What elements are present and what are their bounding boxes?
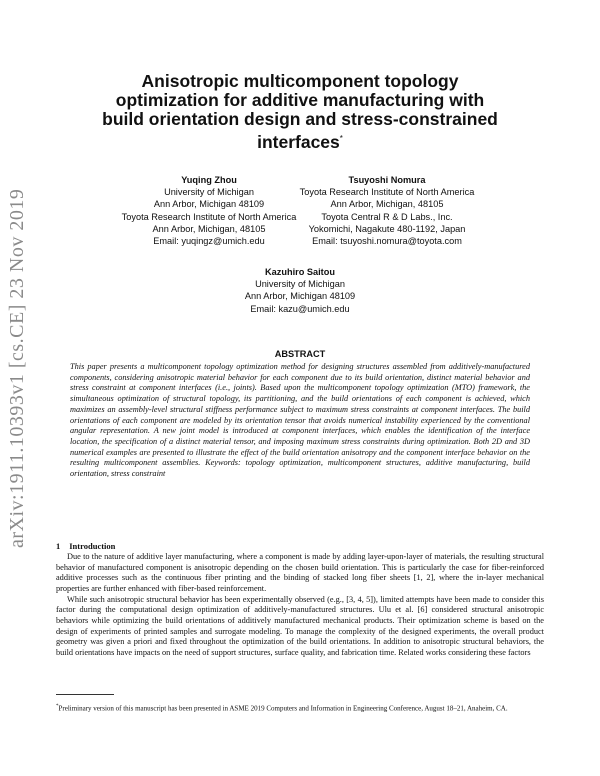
author-address: Ann Arbor, Michigan 48109 (244, 291, 356, 302)
section-heading-introduction (56, 541, 115, 551)
abstract-text: This paper presents a multicomponent topology optimization method for designing structures assembled from additively-manufactured components, considering anisotropic material behavior for each component due to its build orientation, distinct material behavior and stress constraint at component interfaces (i.e., joints). Based upon the multicomponent topology optimization (MTO) framework, the simultaneous optimization of structural topology, its partitioning, and the build orientations of each component is achieved, which maximizes an assembly-level structural stiffness performance subject to maximum stress constraints at component interfaces. The build orientations of each component are modeled by its orientation tensor that avoids numerical instability experienced by the conventional angular representation. A new joint model is introduced at component interfaces, which enables the identification of the interface location, the specification of a distinct material tensor, and imposing maximum stress constraints during optimization. Both 2D and 3D numerical examples are presented to illustrate the effect of the build orientation anisotropy and the component interface behavior on the resulting multicomponent assemblies. (70, 362, 530, 468)
introduction-body (56, 552, 544, 659)
section-title: Introduction (69, 541, 116, 551)
author-affiliation: University of Michigan (164, 187, 254, 198)
title-footnote-marker: * (339, 134, 343, 143)
paper-title (60, 72, 540, 152)
section-number: 1 (56, 541, 61, 551)
title-line-2: optimization for additive manufacturing with (115, 90, 485, 110)
author-affiliation: Toyota Research Institute of North America (121, 211, 297, 222)
author-address: Ann Arbor, Michigan 48109 (153, 199, 265, 210)
keywords-label: Keywords: (205, 458, 241, 468)
author-address: Ann Arbor, Michigan, 48105 (152, 223, 266, 234)
abstract-body (70, 362, 530, 480)
footnote-marker: * (56, 704, 59, 709)
arxiv-identifier-stamp: arXiv:1911.10393v1 [cs.CE] 23 Nov 2019 (6, 188, 28, 548)
author-affiliation: University of Michigan (255, 279, 345, 290)
abstract-heading: ABSTRACT (274, 349, 326, 359)
footnote (56, 702, 544, 714)
author-email: Email: yuqingz@umich.edu (153, 236, 265, 247)
author-name: Tsuyoshi Nomura (348, 175, 426, 185)
author-address: Ann Arbor, Michigan, 48105 (330, 199, 444, 210)
footnote-divider (56, 694, 114, 695)
author-block-nomura (282, 174, 492, 247)
author-email: Email: kazu@umich.edu (250, 303, 350, 314)
author-name: Yuqing Zhou (181, 175, 237, 185)
body-paragraph: While such anisotropic structural behavior has been experimentally observed (e.g., [3, 4, 5]), limited attempts have been made to consider this factor during the computational design optimization of additively-manufactured structures. Ulu et al. [6] considered structural anisotropic behaviors while optimizing the build orientations of additively manufactured mechanical products. Their optimization scheme is based on the design of experiments of printed samples and surrogate modeling. To manage the complexity of the designed experiments, the overall product geometry was given a priori and fixed throughout the optimization of the build orientations. In addition to anisotropic structural behaviors, the build orientations have impacts on the need of support structures, surface quality, and fabrication time. Related works considering these factors (56, 594, 544, 657)
title-line-1: Anisotropic multicomponent topology (141, 71, 459, 91)
keywords-text: topology optimization, multicomponent structures, additive manufacturing, build orientation, stress constraint (70, 458, 530, 479)
author-block-saitou (195, 266, 405, 315)
author-name: Kazuhiro Saitou (265, 267, 335, 277)
title-line-4: interfaces (257, 131, 340, 152)
author-affiliation: Toyota Research Institute of North America (299, 187, 475, 198)
author-email: Email: tsuyoshi.nomura@toyota.com (312, 236, 462, 247)
footnote-text: Preliminary version of this manuscript has been presented in ASME 2019 Computers and Information in Engineering Conference, August 18–21, Anaheim, CA. (58, 704, 508, 713)
body-paragraph: Due to the nature of additive layer manufacturing, where a component is made by adding layer-upon-layer of materials, the resulting structural behavior of manufactured component is anisotropic depending on the chosen build orientation. This is particularly the case for fiber-reinforced additive processes such as the continuous fiber printing and the binding of stacked long fiber sheets [1, 2], where the in-layer mechanical properties are further enhanced with fiber-based reinforcement. (56, 552, 544, 593)
author-affiliation: Toyota Central R & D Labs., Inc. (321, 211, 453, 222)
title-line-3: build orientation design and stress-constrained (102, 109, 498, 129)
author-address: Yokomichi, Nagakute 480-1192, Japan (308, 223, 466, 234)
